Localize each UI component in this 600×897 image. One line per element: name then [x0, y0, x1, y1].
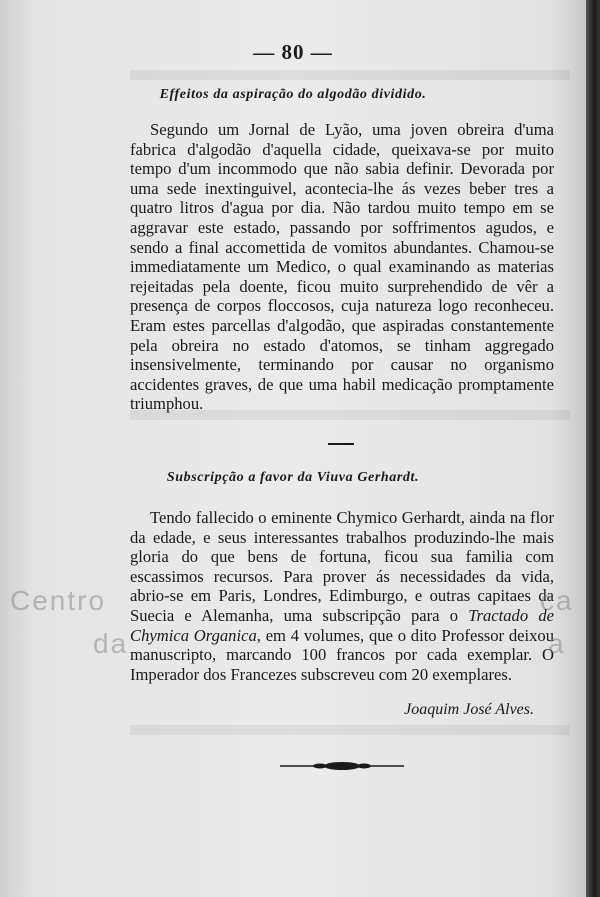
article-heading-subscription: Subscripção a favor da Viuva Gerhardt. — [166, 470, 420, 485]
section-divider — [328, 443, 354, 445]
page-number: — 80 — — [253, 40, 333, 64]
subscription-text-before: Tendo fallecido o eminente Chymico Gerhardt, ainda na flor da edade, e seus interessantes trabalhos produzindo-lhe mais gloria do que bens de fortuna, ficou sua familia com escassimos recursos. Para prover ás necessidades da vida, abrio-se em Paris, Londres, Edimburgo, e outras capitaes da Suecia e Alemanha, uma subscripção para o — [130, 508, 554, 625]
watermark-text: a — [548, 628, 566, 659]
book-spine — [586, 0, 600, 897]
article-body-subscription — [130, 508, 554, 684]
author-signature: Joaquim José Alves. — [404, 701, 534, 718]
article-body-cotton: Segundo um Jornal de Lyão, uma joven obreira d'uma fabrica d'algodão d'aquella cidade, queixava-se por muito tempo d'um incommodo que não sabia definir. Devorada por uma sede inextinguivel, acontecia-lhe ás vezes beber tres a quatro litros d'agua por dia. Não tardou muito tempo em se aggravar este estado, passando por soffrimentos agudos, e sendo a final accomettida de vomitos abundantes. Chamou-se immediatamente um Medico, o qual examinando as materias rejeitadas pela doente, ficou muito surprehendido de vêr a presença de corpos floccosos, cuja natureza logo reconheceu. Eram estes parcellas d'algodão, que aspiradas constantemente pela obreira no estado d'atomos, se tinham aggregado insensivelmente, terminando por causar no organismo accidentes graves, de que uma habil medicação promptamente triumphou. — [130, 120, 554, 414]
subscription-text-after: , em 4 volumes, que o dito Professor deixou manuscripto, marcando 100 francos por cada exemplar. O Imperador dos Francezes subscreveu com 20 exemplares. — [130, 625, 555, 684]
watermark-text: Centro — [10, 585, 107, 616]
bleed-through-line — [130, 70, 570, 80]
watermark-text: da — [93, 628, 129, 659]
article-heading-cotton: Effeitos da aspiração do algodão dividido. — [159, 87, 427, 102]
end-ornament-icon — [280, 758, 404, 774]
watermark-text: ca — [540, 585, 574, 616]
book-title: Tractado de Chymica Organica — [130, 605, 555, 645]
bleed-through-line — [130, 725, 570, 735]
